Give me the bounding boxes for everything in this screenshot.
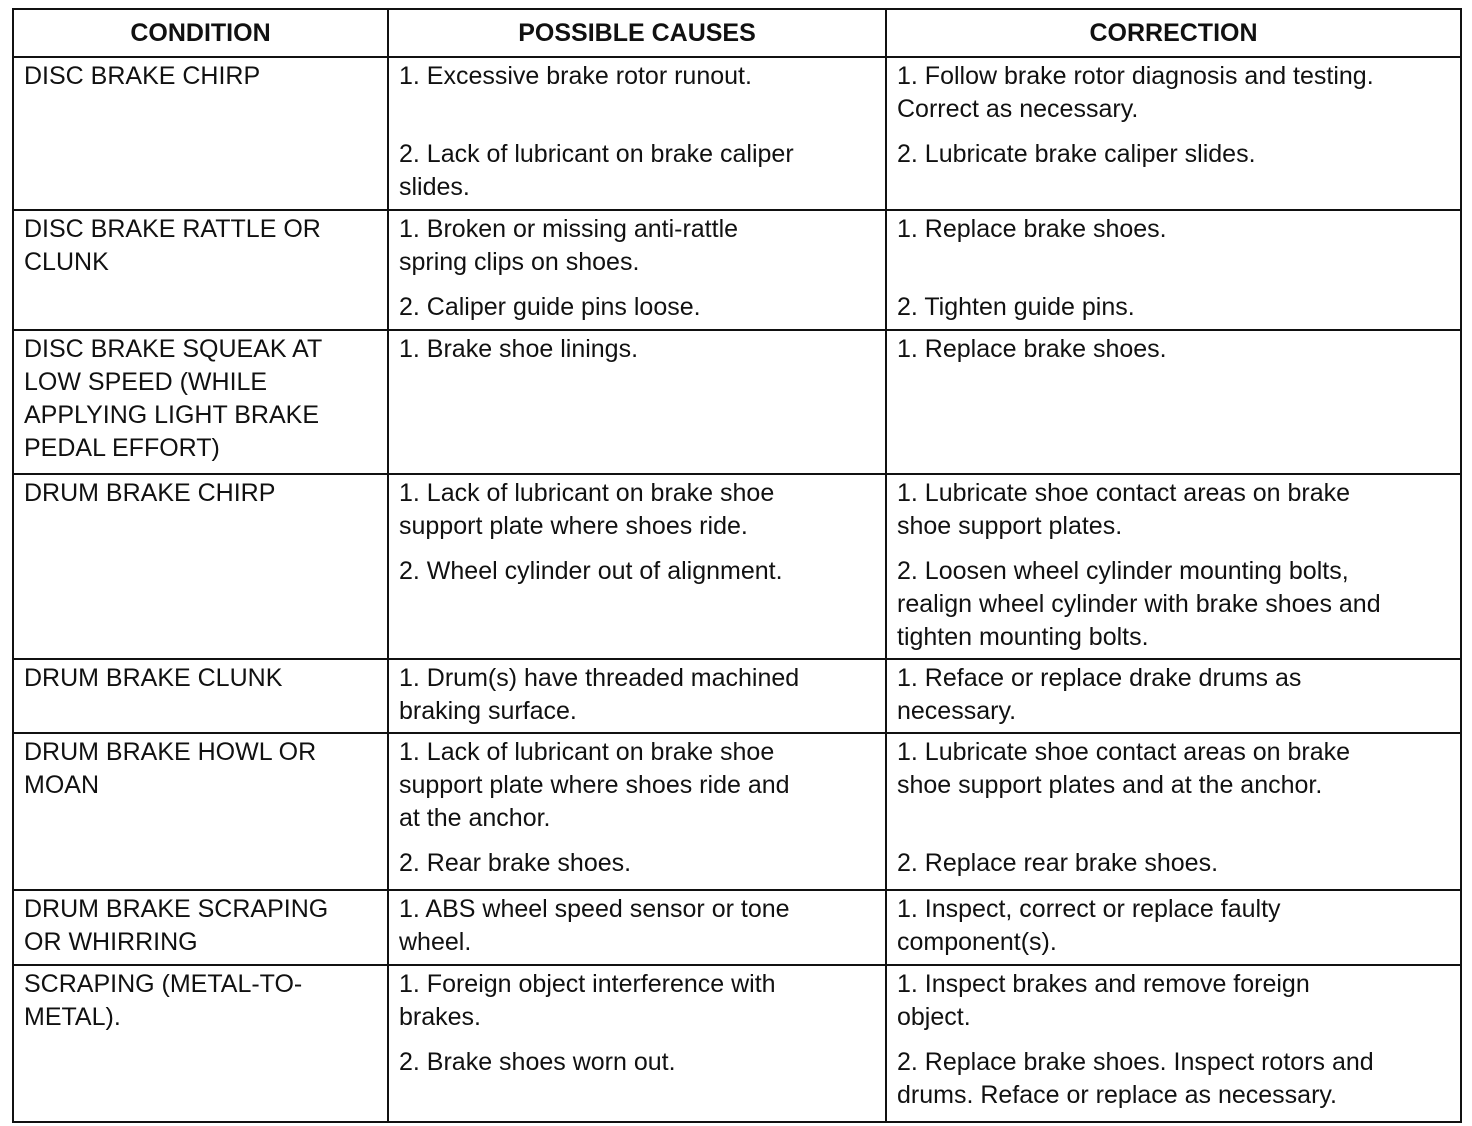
- condition-line: MOAN: [24, 771, 99, 799]
- correction-line: shoe support plates.: [897, 512, 1123, 540]
- condition-line: DRUM BRAKE SCRAPING: [24, 895, 329, 923]
- cause-line: support plate where shoes ride and: [399, 771, 790, 799]
- correction-item: [897, 662, 1450, 728]
- correction-cell: [886, 659, 1461, 733]
- correction-item: [897, 138, 1450, 171]
- cause-line: slides.: [399, 173, 470, 201]
- correction-line: 1. Replace brake shoes.: [897, 215, 1167, 243]
- condition-line: APPLYING LIGHT BRAKE: [24, 401, 320, 429]
- cause-line: 1. Lack of lubricant on brake shoe: [399, 738, 775, 766]
- cause-line: 2. Lack of lubricant on brake caliper: [399, 140, 794, 168]
- cause-line: at the anchor.: [399, 804, 551, 832]
- table-row: [13, 733, 1461, 890]
- condition-cell: [13, 210, 388, 330]
- cause-item: [399, 291, 875, 324]
- condition-line: PEDAL EFFORT): [24, 434, 220, 462]
- correction-item: [897, 213, 1450, 279]
- correction-item: [897, 291, 1450, 324]
- cause-item: [399, 333, 875, 366]
- condition-line: DRUM BRAKE HOWL OR: [24, 738, 317, 766]
- correction-item: [897, 847, 1450, 880]
- table-body: [13, 57, 1461, 1122]
- correction-item: [897, 60, 1450, 126]
- condition-cell: [13, 57, 388, 210]
- correction-line: 2. Loosen wheel cylinder mounting bolts,: [897, 557, 1349, 585]
- correction-line: 1. Lubricate shoe contact areas on brake: [897, 479, 1351, 507]
- condition-line: DISC BRAKE CHIRP: [24, 62, 261, 90]
- correction-item: [897, 333, 1450, 366]
- cause-line: 1. Lack of lubricant on brake shoe: [399, 479, 775, 507]
- possible-causes-cell: [388, 474, 886, 659]
- correction-line: 1. Inspect brakes and remove foreign: [897, 970, 1310, 998]
- condition-line: SCRAPING (METAL-TO-: [24, 970, 303, 998]
- table-row: [13, 330, 1461, 474]
- cause-line: 2. Brake shoes worn out.: [399, 1048, 676, 1076]
- correction-line: Correct as necessary.: [897, 95, 1139, 123]
- condition-text: [24, 477, 377, 510]
- cause-item: [399, 60, 875, 126]
- table-row: [13, 965, 1461, 1122]
- correction-line: drums. Reface or replace as necessary.: [897, 1081, 1338, 1109]
- condition-line: CLUNK: [24, 248, 109, 276]
- correction-line: necessary.: [897, 697, 1017, 725]
- cause-line: spring clips on shoes.: [399, 248, 640, 276]
- correction-line: 1. Replace brake shoes.: [897, 335, 1167, 363]
- cause-item: [399, 477, 875, 543]
- condition-line: OR WHIRRING: [24, 928, 198, 956]
- cause-item: [399, 736, 875, 835]
- header-possible-causes: POSSIBLE CAUSES: [388, 9, 886, 57]
- correction-item: [897, 555, 1450, 654]
- condition-line: LOW SPEED (WHILE: [24, 368, 268, 396]
- cause-line: 2. Caliper guide pins loose.: [399, 293, 701, 321]
- correction-line: 2. Replace brake shoes. Inspect rotors and: [897, 1048, 1374, 1076]
- possible-causes-cell: [388, 330, 886, 474]
- header-correction: CORRECTION: [886, 9, 1461, 57]
- correction-line: tighten mounting bolts.: [897, 623, 1149, 651]
- correction-item: [897, 893, 1450, 959]
- header-condition: CONDITION: [13, 9, 388, 57]
- table-row: [13, 57, 1461, 210]
- cause-item: [399, 1046, 875, 1079]
- cause-item: [399, 138, 875, 204]
- condition-cell: [13, 733, 388, 890]
- table-row: [13, 890, 1461, 965]
- condition-cell: [13, 659, 388, 733]
- condition-cell: [13, 330, 388, 474]
- table-row: [13, 659, 1461, 733]
- possible-causes-cell: [388, 57, 886, 210]
- condition-text: [24, 736, 377, 802]
- correction-line: realign wheel cylinder with brake shoes and: [897, 590, 1381, 618]
- condition-cell: [13, 474, 388, 659]
- possible-causes-cell: [388, 965, 886, 1122]
- condition-line: DRUM BRAKE CLUNK: [24, 664, 283, 692]
- possible-causes-cell: [388, 210, 886, 330]
- correction-line: shoe support plates and at the anchor.: [897, 771, 1323, 799]
- condition-text: [24, 213, 377, 279]
- cause-line: 2. Rear brake shoes.: [399, 849, 632, 877]
- table-row: [13, 474, 1461, 659]
- cause-line: 1. Broken or missing anti-rattle: [399, 215, 739, 243]
- correction-cell: [886, 890, 1461, 965]
- correction-line: component(s).: [897, 928, 1057, 956]
- possible-causes-cell: [388, 890, 886, 965]
- cause-line: wheel.: [399, 928, 472, 956]
- correction-cell: [886, 474, 1461, 659]
- correction-line: 2. Replace rear brake shoes.: [897, 849, 1219, 877]
- correction-line: object.: [897, 1003, 971, 1031]
- condition-text: [24, 968, 377, 1034]
- condition-cell: [13, 965, 388, 1122]
- cause-line: 1. Foreign object interference with: [399, 970, 776, 998]
- condition-text: [24, 662, 377, 695]
- correction-line: 1. Follow brake rotor diagnosis and testing.: [897, 62, 1374, 90]
- correction-cell: [886, 210, 1461, 330]
- cause-line: 1. Brake shoe linings.: [399, 335, 639, 363]
- correction-cell: [886, 733, 1461, 890]
- brake-diagnosis-table: [12, 8, 1462, 1123]
- cause-line: 1. Drum(s) have threaded machined: [399, 664, 800, 692]
- correction-line: 2. Tighten guide pins.: [897, 293, 1135, 321]
- possible-causes-cell: [388, 659, 886, 733]
- possible-causes-cell: [388, 733, 886, 890]
- table-row: [13, 210, 1461, 330]
- cause-line: 1. ABS wheel speed sensor or tone: [399, 895, 790, 923]
- correction-item: [897, 968, 1450, 1034]
- condition-text: [24, 60, 377, 93]
- cause-line: brakes.: [399, 1003, 481, 1031]
- correction-cell: [886, 57, 1461, 210]
- cause-line: 1. Excessive brake rotor runout.: [399, 62, 752, 90]
- cause-item: [399, 662, 875, 728]
- correction-cell: [886, 330, 1461, 474]
- correction-line: 1. Inspect, correct or replace faulty: [897, 895, 1281, 923]
- correction-item: [897, 736, 1450, 835]
- correction-line: 1. Reface or replace drake drums as: [897, 664, 1302, 692]
- cause-line: 2. Wheel cylinder out of alignment.: [399, 557, 783, 585]
- cause-item: [399, 555, 875, 588]
- cause-item: [399, 213, 875, 279]
- correction-item: [897, 1046, 1450, 1112]
- condition-line: METAL).: [24, 1003, 121, 1031]
- condition-text: [24, 893, 377, 959]
- cause-item: [399, 968, 875, 1034]
- condition-text: [24, 333, 377, 465]
- correction-item: [897, 477, 1450, 543]
- cause-item: [399, 847, 875, 880]
- cause-line: braking surface.: [399, 697, 577, 725]
- condition-cell: [13, 890, 388, 965]
- correction-line: 2. Lubricate brake caliper slides.: [897, 140, 1256, 168]
- header-row: [13, 9, 1461, 57]
- condition-line: DRUM BRAKE CHIRP: [24, 479, 276, 507]
- cause-item: [399, 893, 875, 959]
- cause-line: support plate where shoes ride.: [399, 512, 748, 540]
- correction-cell: [886, 965, 1461, 1122]
- condition-line: DISC BRAKE RATTLE OR: [24, 215, 321, 243]
- condition-line: DISC BRAKE SQUEAK AT: [24, 335, 323, 363]
- correction-line: 1. Lubricate shoe contact areas on brake: [897, 738, 1351, 766]
